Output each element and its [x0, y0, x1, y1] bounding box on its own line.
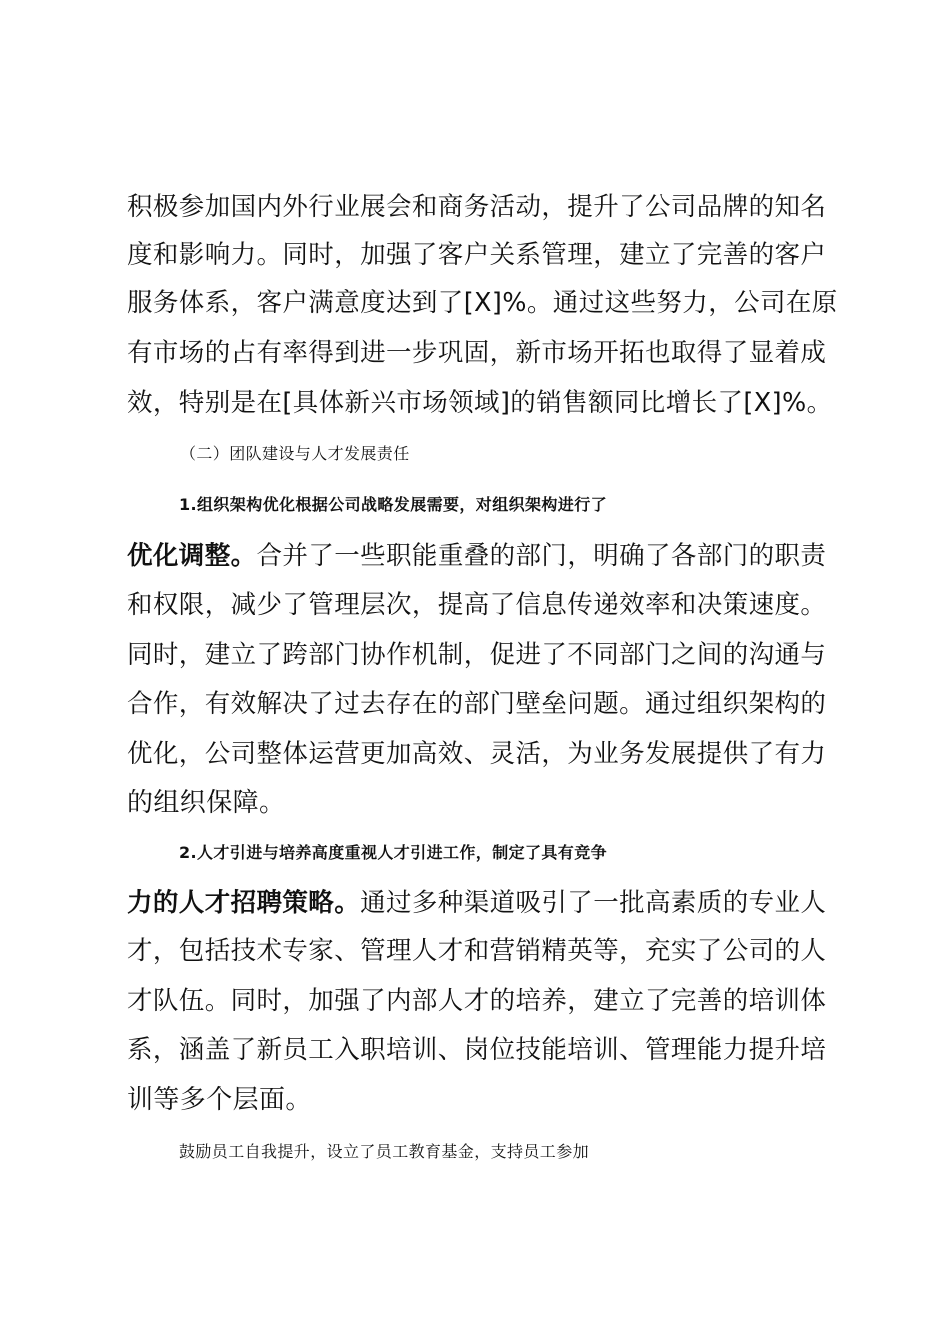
paragraph-line: 服务体系，客户满意度达到了[X]%。通过这些努力，公司在原	[127, 288, 838, 318]
bold-subheading-end: 优化调整。	[127, 541, 257, 571]
section-heading: （二）团队建设与人才发展责任	[180, 444, 410, 463]
paragraph-line: 和权限，减少了管理层次，提高了信息传递效率和决策速度。	[127, 590, 827, 620]
bold-subheading-end: 力的人才招聘策略。	[127, 888, 361, 918]
paragraph-line: 度和影响力。同时，加强了客户关系管理，建立了完善的客户	[127, 240, 827, 270]
paragraph-line: 合作，有效解决了过去存在的部门壁垒问题。通过组织架构的	[127, 689, 827, 719]
paragraph-line: 系，涵盖了新员工入职培训、岗位技能培训、管理能力提升培	[127, 1035, 827, 1065]
paragraph-line: 积极参加国内外行业展会和商务活动，提升了公司品牌的知名	[127, 192, 827, 222]
paragraph-line: 训等多个层面。	[127, 1085, 312, 1115]
paragraph-line: 才队伍。同时，加强了内部人才的培养，建立了完善的培训体	[127, 986, 827, 1016]
mixed-line	[127, 886, 837, 920]
paragraph-line: 效，特别是在[具体新兴市场领域]的销售额同比增长了[X]%。	[127, 388, 833, 418]
paragraph-line: 同时，建立了跨部门协作机制，促进了不同部门之间的沟通与	[127, 640, 827, 670]
bold-subheading-line: 2.人才引进与培养高度重视人才引进工作，制定了具有竞争	[179, 843, 608, 862]
bold-subheading-line: 1.组织架构优化根据公司战略发展需要，对组织架构进行了	[179, 495, 608, 514]
paragraph-line: 优化，公司整体运营更加高效、灵活，为业务发展提供了有力	[127, 739, 827, 769]
paragraph-text: 通过多种渠道吸引了一批高素质的专业人	[360, 888, 827, 918]
paragraph-line: 才，包括技术专家、管理人才和营销精英等，充实了公司的人	[127, 936, 827, 966]
paragraph-line: 的组织保障。	[127, 788, 286, 818]
mixed-line	[127, 539, 837, 573]
paragraph-line: 鼓励员工自我提升，设立了员工教育基金，支持员工参加	[179, 1142, 590, 1161]
paragraph-line: 有市场的占有率得到进一步巩固，新市场开拓也取得了显着成	[127, 338, 827, 368]
paragraph-text: 合并了一些职能重叠的部门，明确了各部门的职责	[256, 541, 827, 571]
